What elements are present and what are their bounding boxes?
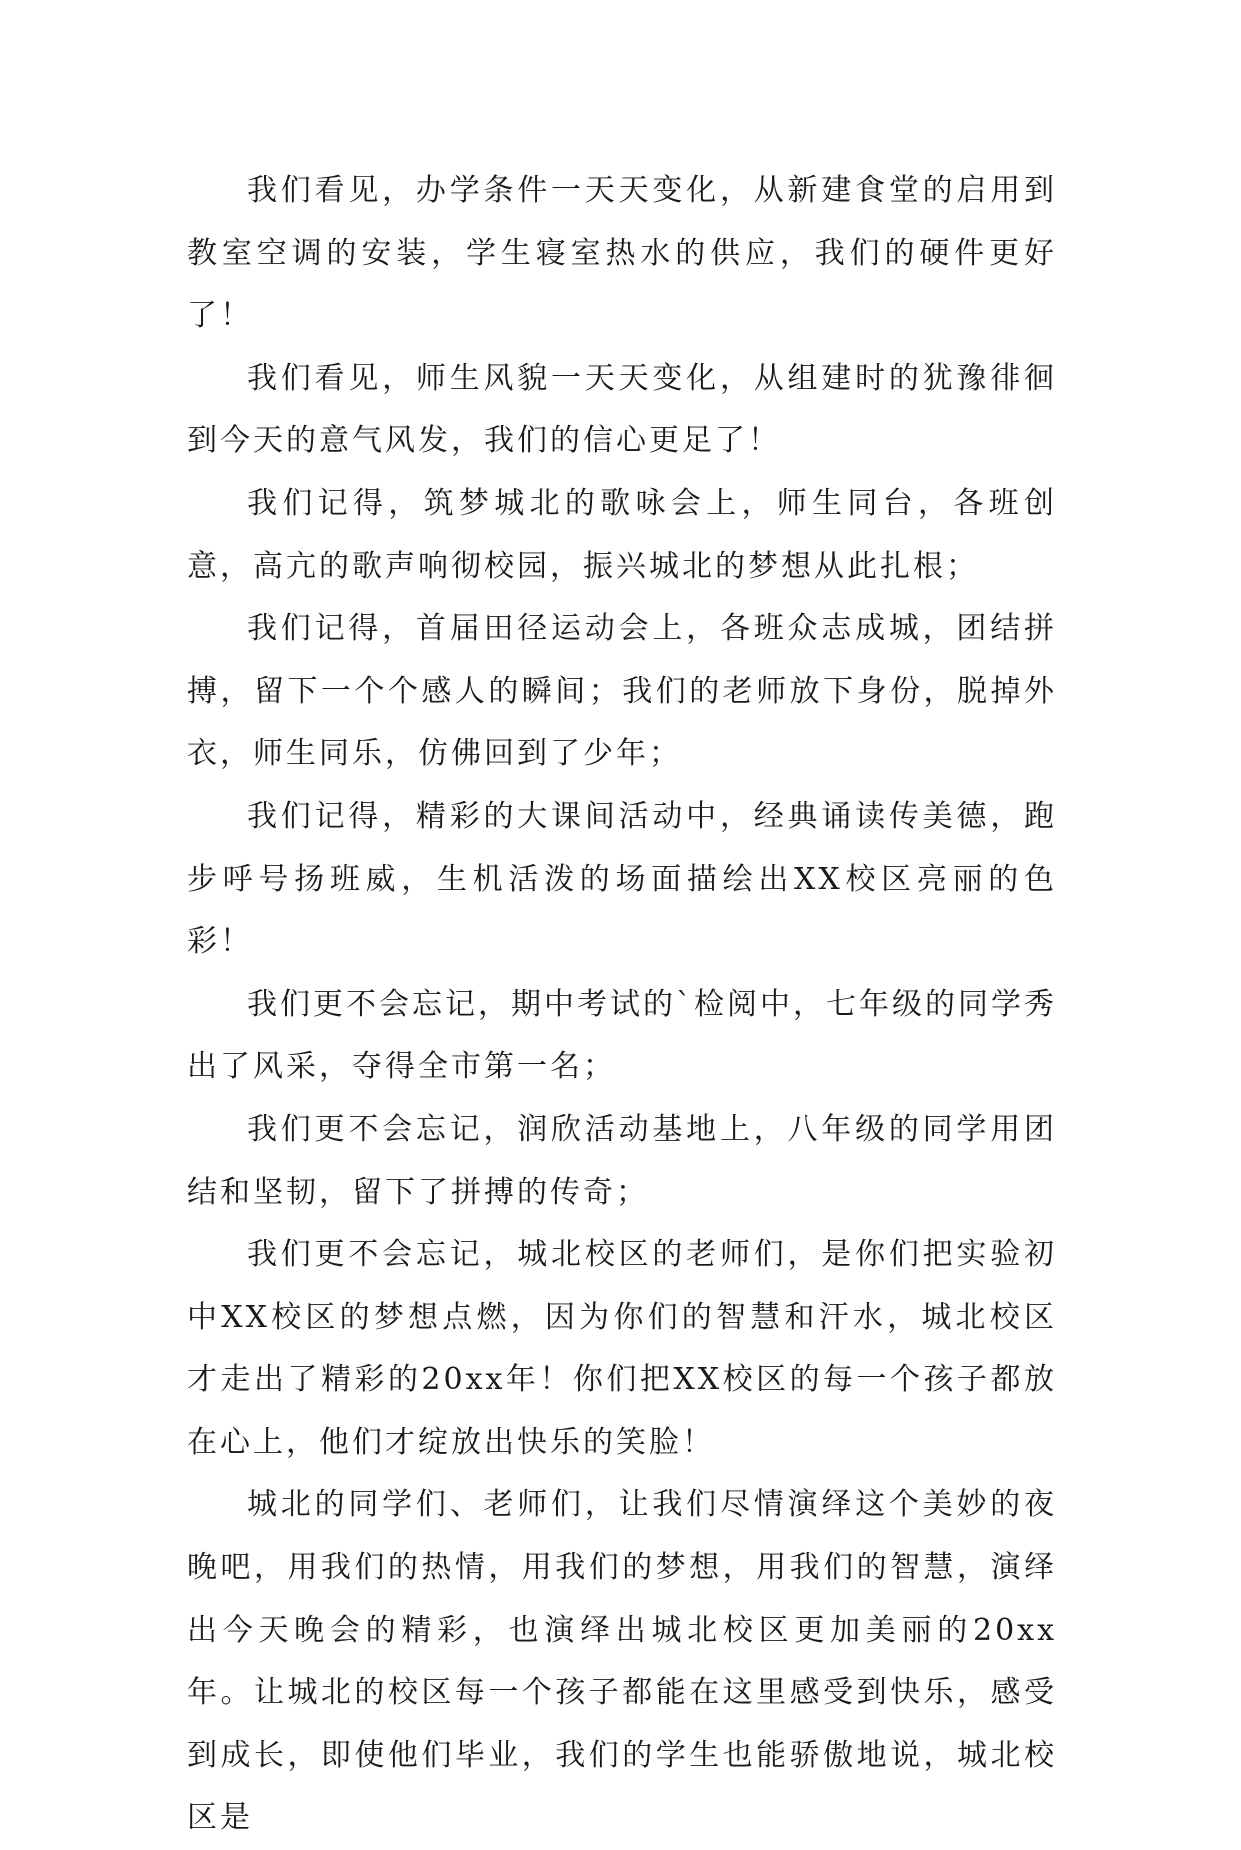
paragraph: 我们记得，精彩的大课间活动中，经典诵读传美德，跑步呼号扬班威，生机活泼的场面描绘出XX校区亮丽的色彩！ [187, 798, 1057, 960]
paragraph: 我们更不会忘记，期中考试的`检阅中，七年级的同学秀出了风采，夺得全市第一名； [187, 986, 1057, 1085]
paragraph: 我们看见，师生风貌一天天变化，从组建时的犹豫徘徊到今天的意气风发，我们的信心更足了！ [187, 360, 1057, 459]
paragraph: 我们更不会忘记，城北校区的老师们，是你们把实验初中XX校区的梦想点燃，因为你们的智慧和汗水，城北校区才走出了精彩的20xx年！你们把XX校区的每一个孩子都放在心上，他们才绽放出快乐的笑脸！ [187, 1237, 1057, 1460]
paragraph: 城北的同学们、老师们，让我们尽情演绎这个美妙的夜晚吧，用我们的热情，用我们的梦想，用我们的智慧，演绎出今天晚会的精彩，也演绎出城北校区更加美丽的20xx年。让城北的校区每一个孩子都能在这里感受到快乐，感受到成长，即使他们毕业，我们的学生也能骄傲地说，城北校区是 [187, 1487, 1057, 1836]
paragraph: 我们更不会忘记，润欣活动基地上，八年级的同学用团结和坚韧，留下了拼搏的传奇； [187, 1111, 1057, 1210]
document-body [187, 160, 1057, 1850]
paragraph: 我们看见，办学条件一天天变化，从新建食堂的启用到教室空调的安装，学生寝室热水的供应，我们的硬件更好了！ [187, 173, 1057, 334]
paragraph: 我们记得，首届田径运动会上，各班众志成城，团结拼搏，留下一个个感人的瞬间；我们的老师放下身份，脱掉外衣，师生同乐，仿佛回到了少年； [187, 611, 1057, 772]
paragraph: 我们记得，筑梦城北的歌咏会上，师生同台，各班创意，高亢的歌声响彻校园，振兴城北的梦想从此扎根； [187, 485, 1057, 584]
